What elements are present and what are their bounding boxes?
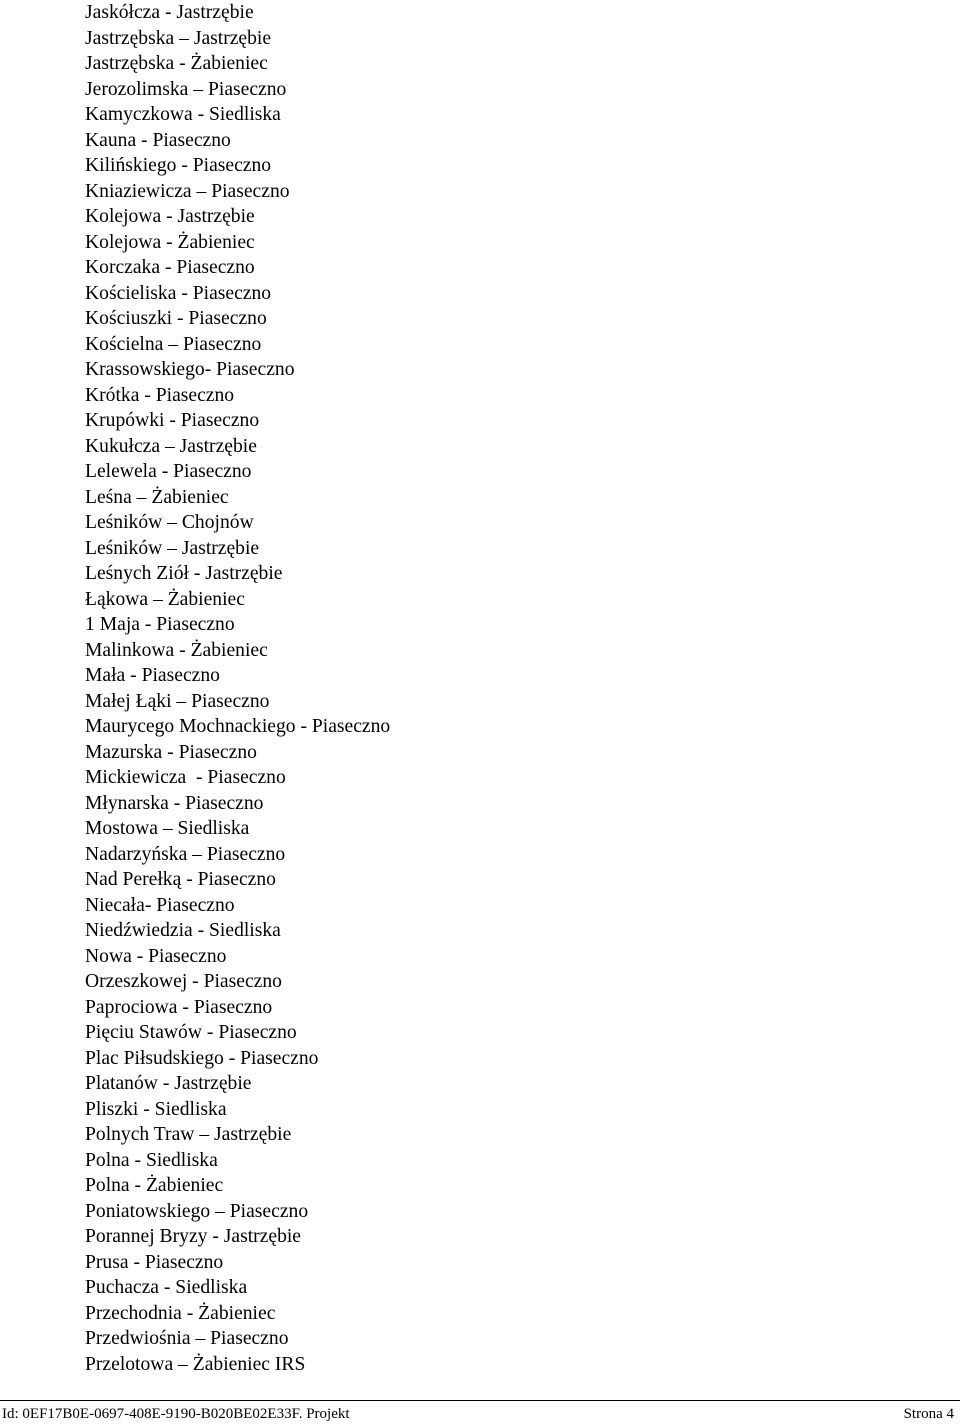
list-item: Nad Perełką - Piaseczno: [85, 869, 276, 890]
list-item: Nowa - Piaseczno: [85, 945, 227, 967]
list-item: Polna - Siedliska: [85, 1149, 218, 1171]
list-item: Platanów - Jastrzębie: [85, 1073, 252, 1094]
list-item: Krassowskiego- Piaseczno: [85, 359, 295, 380]
list-item: Kościelna – Piaseczno: [85, 333, 262, 355]
list-item: Młynarska - Piaseczno: [85, 792, 264, 814]
list-item: Polna - Żabieniec: [85, 1175, 224, 1196]
list-item: Orzeszkowej - Piaseczno: [85, 971, 282, 992]
list-item: Przedwiośnia – Piaseczno: [85, 1328, 289, 1349]
list-item: Paprociowa - Piaseczno: [85, 996, 273, 1018]
list-item: Prusa - Piaseczno: [85, 1251, 224, 1273]
list-item: Korczaka - Piaseczno: [85, 257, 255, 278]
list-item: Puchacza - Siedliska: [85, 1277, 248, 1298]
list-item: Krótka - Piaseczno: [85, 384, 235, 406]
list-item: Niedźwiedzia - Siedliska: [85, 920, 281, 941]
page-footer: [0, 1400, 960, 1424]
document-id: Id: 0EF17B0E-0697-408E-9190-B020BE02E33F. Projekt: [2, 1406, 350, 1422]
list-item: Kościeliska - Piaseczno: [85, 282, 272, 304]
list-item: Kauna - Piaseczno: [85, 129, 231, 151]
list-item: Leśnych Ziół - Jastrzębie: [85, 563, 283, 584]
list-item: Maurycego Mochnackiego - Piaseczno: [85, 716, 391, 737]
list-item: Jerozolimska – Piaseczno: [85, 78, 287, 100]
list-item: Jastrzębska – Jastrzębie: [85, 27, 272, 49]
list-item: Leśników – Jastrzębie: [85, 537, 260, 559]
list-item: Jastrzębska - Żabieniec: [85, 53, 268, 74]
list-item: Krupówki - Piaseczno: [85, 410, 260, 431]
list-item: Mostowa – Siedliska: [85, 818, 250, 839]
list-item: Mała - Piaseczno: [85, 665, 220, 686]
list-item: Kniaziewicza – Piaseczno: [85, 180, 290, 202]
list-item: Przelotowa – Żabieniec IRS: [85, 1353, 306, 1375]
list-item: Przechodnia - Żabieniec: [85, 1302, 276, 1324]
list-item: Kukułcza – Jastrzębie: [85, 435, 257, 457]
list-item: Małej Łąki – Piaseczno: [85, 690, 270, 712]
list-item: Kilińskiego - Piaseczno: [85, 155, 272, 176]
list-item: Pięciu Stawów - Piaseczno: [85, 1022, 297, 1043]
list-item: Kolejowa - Jastrzębie: [85, 206, 255, 227]
list-item: Malinkowa - Żabieniec: [85, 639, 268, 661]
list-item: Lelewela - Piaseczno: [85, 461, 252, 482]
list-item: Niecała- Piaseczno: [85, 894, 235, 916]
list-item: Łąkowa – Żabieniec: [85, 588, 245, 610]
list-item: Kolejowa - Żabieniec: [85, 231, 255, 253]
list-item: Nadarzyńska – Piaseczno: [85, 843, 286, 865]
list-item: Jaskółcza - Jastrzębie: [85, 2, 254, 23]
list-item: Polnych Traw – Jastrzębie: [85, 1124, 292, 1145]
list-item: Kamyczkowa - Siedliska: [85, 104, 281, 125]
street-list: [85, 0, 390, 1377]
list-item: Mazurska - Piaseczno: [85, 741, 257, 763]
list-item: Pliszki - Siedliska: [85, 1098, 227, 1120]
list-item: Poniatowskiego – Piaseczno: [85, 1200, 309, 1222]
list-item: 1 Maja - Piaseczno: [85, 614, 235, 635]
list-item: Kościuszki - Piaseczno: [85, 308, 267, 329]
list-item: Mickiewicza - Piaseczno: [85, 767, 286, 788]
list-item: Leśna – Żabieniec: [85, 486, 229, 508]
list-item: Leśników – Chojnów: [85, 512, 254, 533]
list-item: Porannej Bryzy - Jastrzębie: [85, 1226, 302, 1247]
page-number: Strona 4: [903, 1406, 954, 1422]
list-item: Plac Piłsudskiego - Piaseczno: [85, 1047, 319, 1069]
